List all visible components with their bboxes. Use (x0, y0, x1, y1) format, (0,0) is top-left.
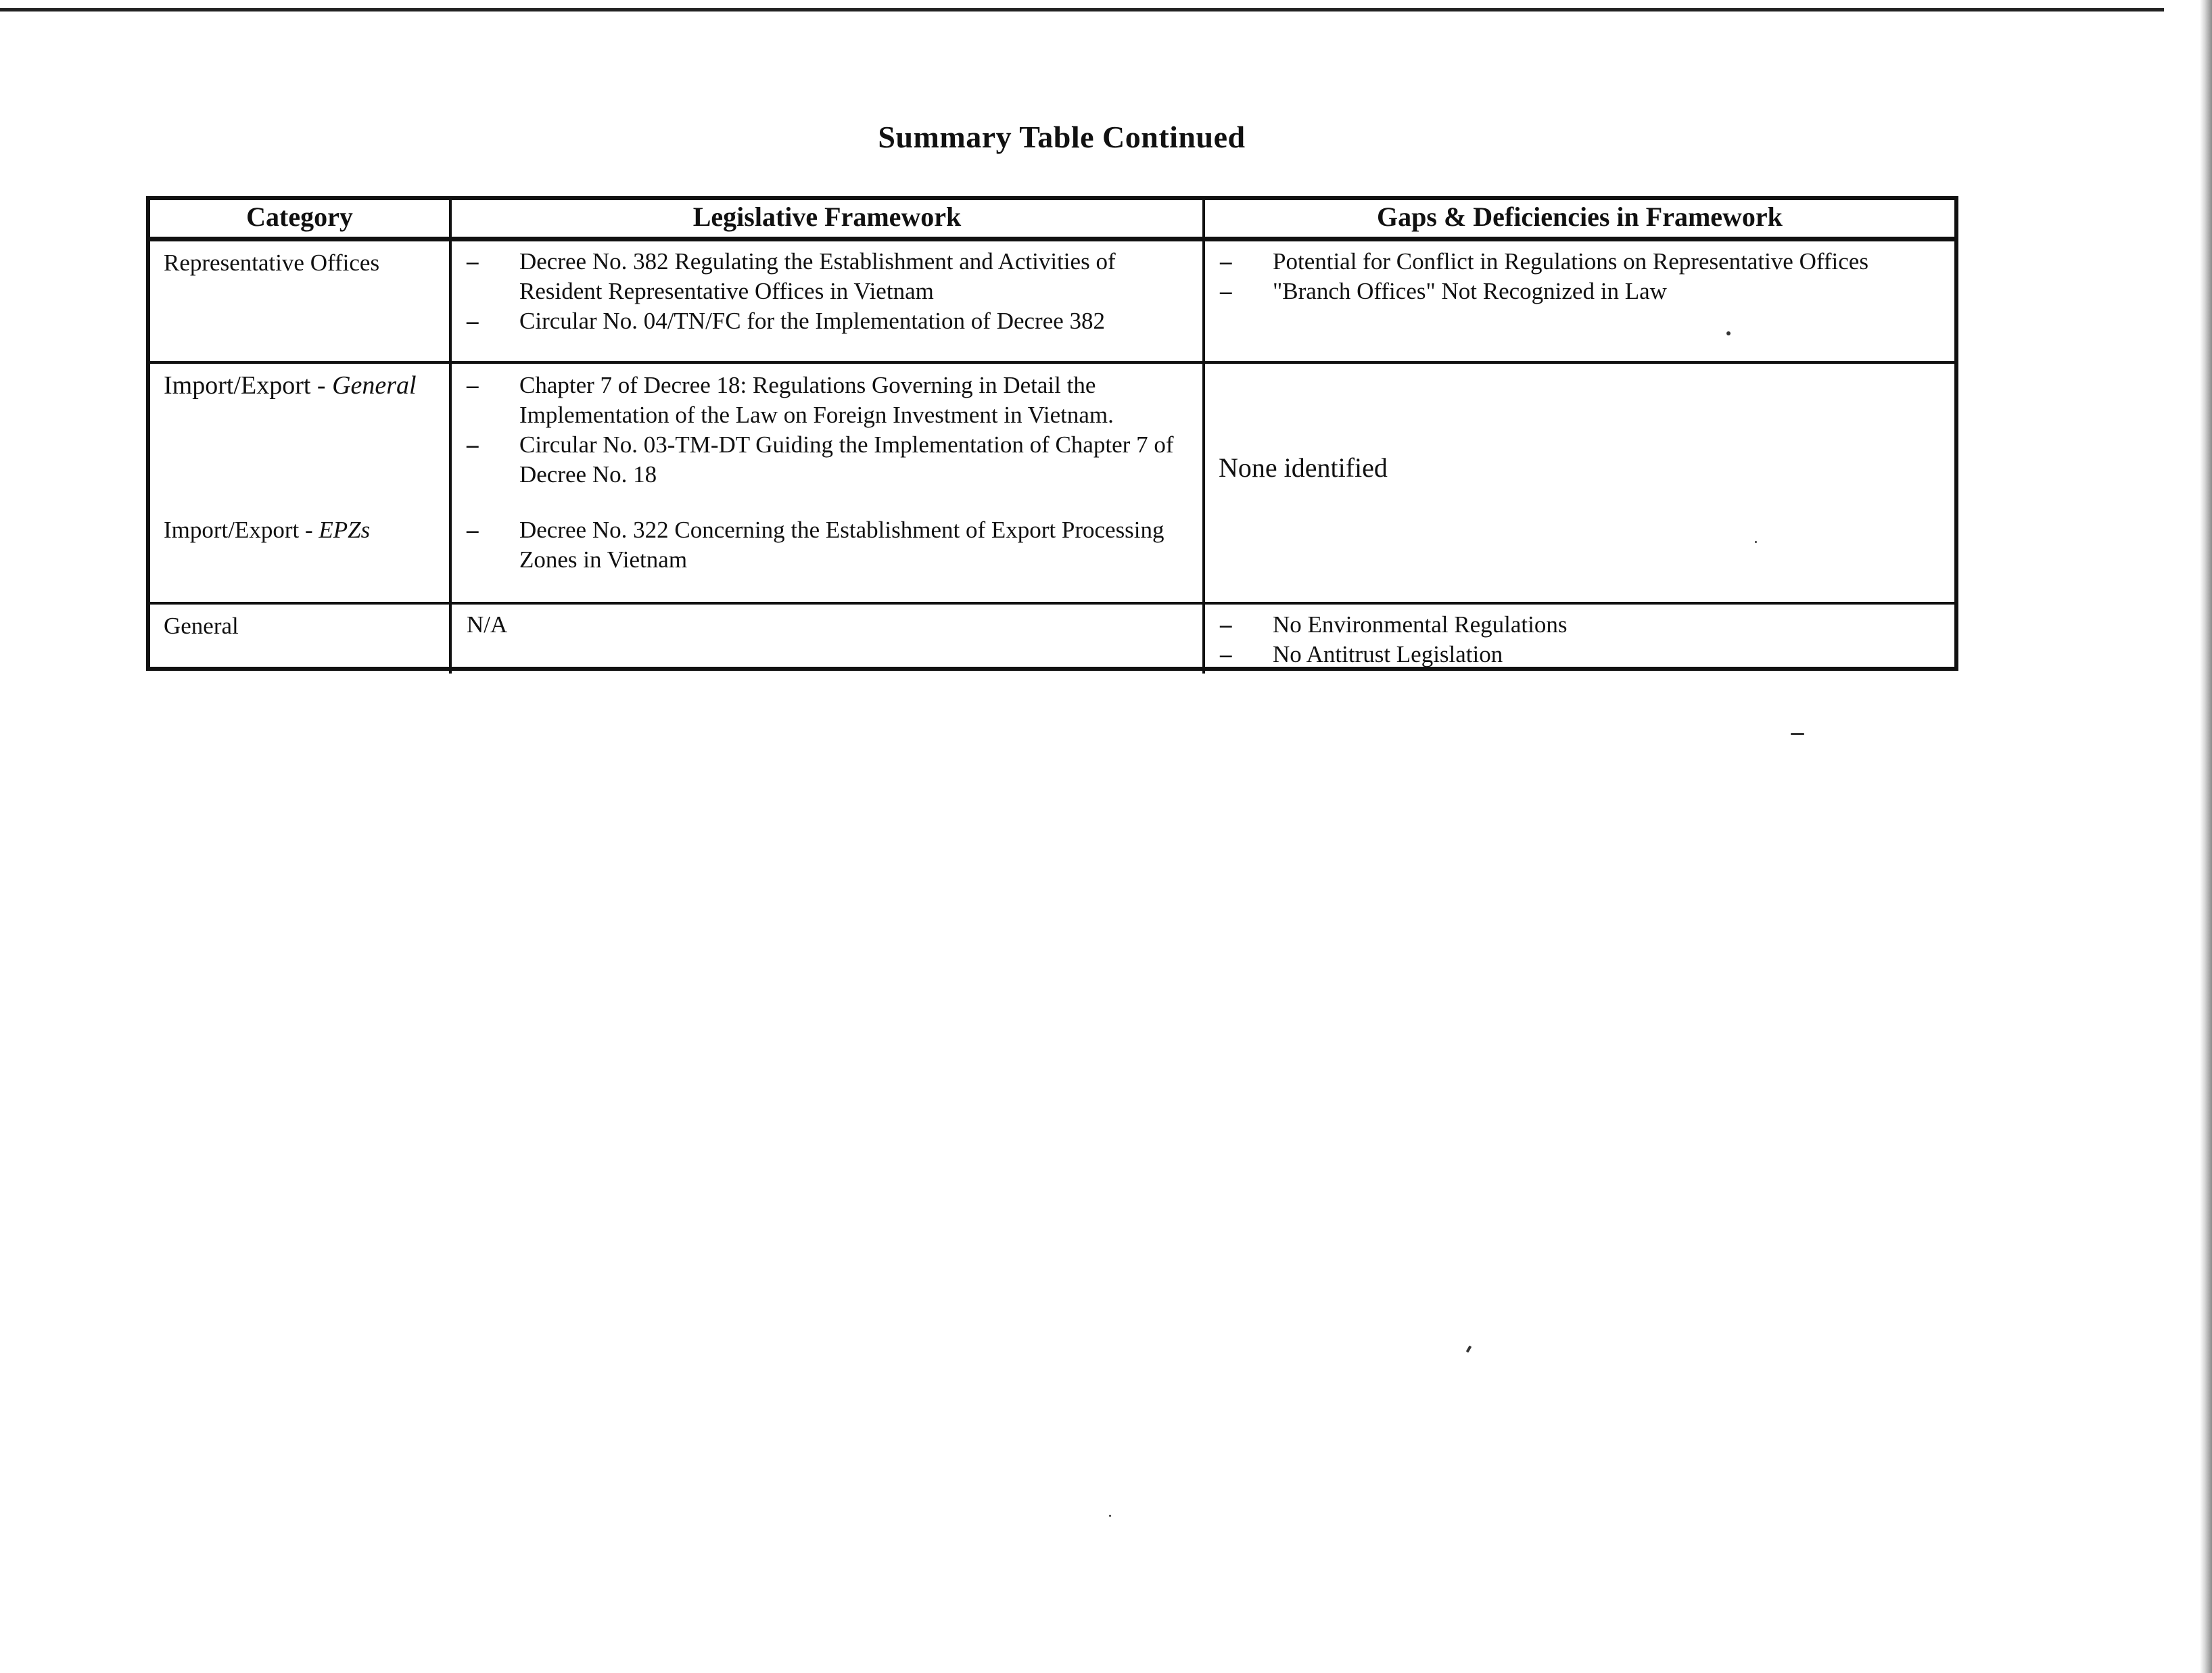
scan-speck (1109, 1515, 1111, 1517)
list-item (1220, 640, 1945, 669)
category-suffix: General (332, 371, 417, 400)
list-item (1220, 277, 1945, 306)
gaps-none-identified: None identified (1219, 452, 1388, 483)
table-header-row (150, 200, 1954, 239)
framework-cell (450, 362, 1204, 603)
list-item-text: Circular No. 04/TN/FC for the Implementation of Decree 382 (519, 308, 1106, 334)
dash-bullet: – (1220, 640, 1232, 667)
scan-speck (1726, 331, 1731, 335)
dash-bullet: – (1220, 248, 1232, 275)
list-item-text: "Branch Offices" Not Recognized in Law (1273, 278, 1667, 304)
scan-top-edge-line (0, 8, 2164, 11)
page-title: Summary Table Continued (878, 120, 1246, 154)
category-prefix: Import/Export - (164, 516, 319, 543)
gaps-list (1220, 610, 1945, 669)
list-item-text: Decree No. 382 Regulating the Establishment and Activities of Resident Representative Offices in Vietnam (519, 248, 1116, 304)
table-row-representative-offices (150, 239, 1954, 362)
gaps-cell (1204, 603, 1954, 674)
list-item-text: Potential for Conflict in Regulations on Representative Offices (1273, 248, 1868, 275)
dash-bullet: – (1220, 611, 1232, 638)
list-item (467, 371, 1193, 430)
dash-bullet: – (467, 371, 479, 398)
list-item (1220, 247, 1945, 277)
scan-speck (1791, 733, 1804, 735)
scan-speck (1466, 1346, 1472, 1353)
framework-cell (450, 239, 1204, 362)
category-cell (150, 362, 450, 603)
gaps-cell (1204, 362, 1954, 603)
category-import-export-epz (164, 515, 370, 545)
dash-bullet: – (467, 431, 479, 458)
framework-list (467, 247, 1193, 336)
list-item (1220, 610, 1945, 640)
list-item-text: Chapter 7 of Decree 18: Regulations Governing in Detail the Implementation of the Law on Foreign Investment in Vietnam. (519, 371, 1114, 428)
category-cell: Representative Offices (150, 239, 450, 362)
category-suffix: EPZs (319, 516, 371, 543)
list-item (467, 515, 1193, 575)
category-import-export-general (164, 371, 417, 400)
dash-bullet: – (467, 308, 479, 334)
list-item (467, 247, 1193, 306)
table-row-import-export (150, 362, 1954, 603)
summary-table-grid (150, 200, 1954, 674)
framework-cell: N/A (450, 603, 1204, 674)
header-legislative-framework: Legislative Framework (450, 200, 1204, 239)
category-cell: General (150, 603, 450, 674)
list-item (467, 430, 1193, 490)
list-item-text: Circular No. 03-TM-DT Guiding the Implementation of Chapter 7 of Decree No. 18 (519, 431, 1174, 488)
dash-bullet: – (467, 248, 479, 275)
list-item-text: No Environmental Regulations (1273, 611, 1568, 638)
summary-table (146, 196, 1958, 671)
framework-list-epz (467, 515, 1193, 575)
header-gaps-deficiencies: Gaps & Deficiencies in Framework (1204, 200, 1954, 239)
framework-list-general (467, 371, 1193, 490)
list-item-text: Decree No. 322 Concerning the Establishment of Export Processing Zones in Vietnam (519, 516, 1164, 573)
dash-bullet: – (467, 516, 479, 543)
scan-right-edge-shadow (2200, 0, 2212, 1673)
header-category: Category (150, 200, 450, 239)
gaps-cell (1204, 239, 1954, 362)
table-row-general (150, 603, 1954, 674)
list-item (467, 306, 1193, 336)
list-item-text: No Antitrust Legislation (1273, 640, 1503, 667)
category-prefix: Import/Export - (164, 371, 333, 400)
dash-bullet: – (1220, 278, 1232, 304)
scan-speck (1755, 541, 1757, 543)
gaps-list (1220, 247, 1945, 306)
